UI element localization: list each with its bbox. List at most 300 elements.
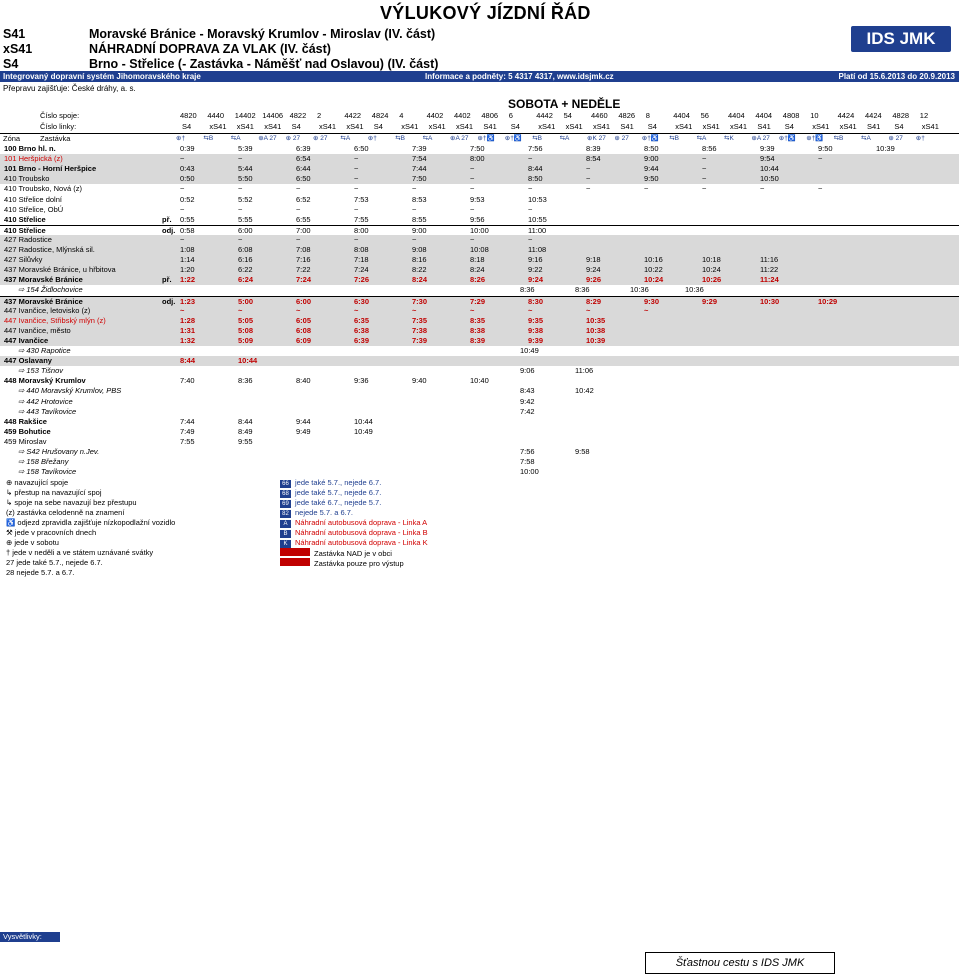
time-cell: 7:22	[296, 265, 311, 275]
time-cell: ~	[470, 164, 475, 174]
page-title: VÝLUKOVÝ JÍZDNÍ ŘÁD	[380, 3, 591, 23]
notes-row	[0, 133, 959, 143]
time-cell: ~	[412, 305, 417, 315]
time-cell: 7:38	[412, 325, 428, 335]
time-cell: ~	[470, 174, 475, 184]
time-cell: 7:50	[470, 144, 485, 153]
stop-name: 437 Moravské Bránice	[4, 275, 83, 285]
note-mark: ⇆A	[861, 135, 871, 142]
stop-name: ⇨ 440 Moravský Krumlov, PBS	[18, 386, 122, 396]
time-cell: ~	[354, 174, 359, 184]
note-mark: ⊕†	[367, 135, 377, 142]
stop-name: 101 Brno - Horní Heršpice	[4, 164, 97, 174]
time-cell: 10:42	[575, 386, 594, 396]
stop-name: 447 Ivančice, Střibský mlýn (z)	[4, 315, 106, 325]
note-mark: ⊕ 27	[313, 135, 328, 142]
time-cell: 8:50	[528, 174, 543, 184]
spoj-number: 4820	[180, 111, 197, 120]
linka-number: xS41	[319, 122, 337, 131]
time-cell: 11:22	[760, 265, 779, 275]
legend-text: Zastávka pouze pro výstup	[314, 559, 404, 568]
legend-text: jede také 5.7., nejede 6.7.	[295, 478, 382, 487]
time-cell: 9:53	[470, 194, 485, 204]
time-cell: 0:58	[180, 225, 195, 235]
time-cell: 8:29	[586, 296, 602, 306]
time-cell: ~	[354, 204, 359, 214]
stop-name: 437 Moravské Bránice, u hřbitova	[4, 265, 116, 275]
time-cell: ~	[702, 174, 707, 184]
table-row	[0, 245, 959, 255]
arr-dep-mark: odj.	[162, 225, 176, 235]
time-cell: 8:39	[470, 335, 486, 345]
time-cell: 6:50	[296, 174, 311, 184]
time-cell: 7:58	[520, 457, 535, 467]
stop-name: ⇨ 442 Hrotovice	[18, 396, 73, 406]
time-cell: ~	[702, 184, 707, 194]
note-mark: ⇆B	[669, 135, 679, 142]
note-mark: ⊕A 27	[450, 135, 469, 142]
time-cell: ~	[296, 204, 301, 214]
legend-item: ⊕ navazující spoje	[6, 478, 69, 487]
time-cell: 7:44	[180, 416, 195, 426]
legend-item	[280, 518, 427, 528]
time-cell: 7:26	[354, 275, 370, 285]
note-mark: ⊕A 27	[258, 135, 277, 142]
time-cell: ~	[702, 154, 707, 164]
legend-text: jede také 6.7., nejede 5.7.	[295, 498, 382, 507]
spoj-number: 4	[399, 111, 404, 120]
table-row	[0, 265, 959, 275]
spoj-number: 14402	[234, 111, 256, 120]
time-cell: 9:44	[644, 164, 659, 174]
time-cell: ~	[470, 204, 475, 214]
time-cell: 7:35	[412, 315, 428, 325]
linka-number: xS41	[921, 122, 939, 131]
time-cell: 9:24	[586, 265, 601, 275]
time-cell: 6:09	[296, 335, 312, 345]
time-cell: 6:52	[296, 194, 311, 204]
time-cell: 6:54	[296, 154, 311, 164]
time-cell: 10:49	[520, 346, 539, 355]
time-cell: 7:40	[180, 376, 195, 386]
time-cell: 10:24	[702, 265, 721, 275]
time-cell: ~	[354, 234, 359, 244]
table-row	[0, 225, 959, 235]
note-mark: ⇆A	[340, 135, 351, 142]
time-cell: ~	[296, 184, 301, 194]
linka-number: xS41	[730, 122, 748, 131]
stop-name: 459 Bohutice	[4, 426, 51, 436]
note-mark: ⇆A	[559, 135, 570, 142]
time-cell: 9:24	[528, 275, 544, 285]
time-cell: ~	[644, 305, 649, 315]
time-cell: 0:39	[180, 144, 195, 153]
legend-code: K	[280, 540, 291, 548]
time-cell: 9:22	[528, 265, 543, 275]
legend-text: Náhradní autobusová doprava - Linka K	[295, 538, 428, 547]
time-cell: ~	[354, 154, 359, 164]
legend	[0, 466, 959, 969]
time-cell: ~	[470, 305, 475, 315]
spoj-number: 4402	[426, 111, 444, 120]
time-cell: 7:42	[520, 406, 535, 416]
stop-name: 447 Ivančice, město	[4, 325, 71, 335]
stop-name: 447 Oslavany	[4, 356, 52, 366]
time-cell: 8:55	[412, 214, 427, 224]
time-cell: 10:16	[644, 255, 663, 265]
time-cell: ~	[818, 184, 823, 194]
stop-name: 410 Střelice	[4, 214, 46, 224]
time-cell: 8:24	[412, 275, 428, 285]
time-cell: 9:39	[528, 335, 544, 345]
time-cell: 9:29	[702, 296, 718, 306]
time-cell: ~	[354, 305, 359, 315]
spoj-number: 4808	[782, 111, 800, 120]
table-row	[0, 255, 959, 265]
time-cell: 9:36	[354, 376, 369, 386]
time-cell: 8:18	[470, 255, 485, 265]
legend-item: ⊕ jede v sobotu	[6, 538, 59, 547]
line-row: S4 Brno - Střelice (- Zastávka - Náměšť nad Oslavou) (IV. část)	[3, 57, 439, 71]
table-row	[0, 164, 959, 174]
time-cell: 7:55	[354, 214, 369, 224]
time-cell: 6:38	[354, 325, 370, 335]
stop-name: ⇨ 153 Tišnov	[18, 366, 63, 376]
time-cell: 8:22	[412, 265, 427, 275]
spoj-row	[0, 111, 959, 121]
linka-number: xS41	[593, 122, 611, 131]
time-cell: 1:20	[180, 265, 195, 275]
time-cell: 9:58	[575, 447, 590, 456]
stop-name: 447 Ivančice	[4, 335, 49, 345]
legend-item	[280, 508, 353, 518]
time-cell: 5:52	[238, 194, 253, 204]
linka-number: S4	[647, 122, 657, 131]
time-cell: 6:08	[238, 245, 253, 254]
time-cell: 9:26	[586, 275, 602, 285]
time-cell: 7:49	[180, 426, 195, 436]
time-cell: 8:35	[470, 315, 486, 325]
time-cell: 7:56	[528, 144, 543, 153]
legend-text: Náhradní autobusová doprava - Linka A	[295, 518, 428, 527]
time-cell: ~	[528, 154, 533, 164]
note-mark: ⇆B	[532, 135, 542, 142]
zona-label: Zóna	[3, 134, 21, 143]
linka-number: S4	[291, 122, 301, 131]
time-cell: 5:55	[238, 214, 253, 224]
time-cell: 10:29	[818, 296, 838, 306]
spoj-number: 4404	[755, 111, 773, 120]
spoj-number: 4424	[837, 111, 855, 120]
note-mark: ⊕†♿	[477, 135, 495, 142]
linka-number: xS41	[812, 122, 830, 131]
table-row	[0, 336, 959, 346]
time-cell: ~	[470, 234, 475, 244]
time-cell: 10:18	[702, 255, 721, 265]
time-cell: 9:50	[818, 144, 833, 153]
time-cell: 9:50	[644, 174, 659, 184]
linka-number: xS41	[456, 122, 474, 131]
note-mark: ⇆A	[696, 135, 707, 142]
time-cell: 9:55	[238, 436, 253, 446]
time-cell: 10:44	[760, 164, 779, 174]
time-cell: 5:00	[238, 296, 254, 306]
time-cell: 6:50	[354, 144, 369, 153]
time-cell: 6:16	[238, 255, 253, 265]
table-row	[0, 154, 959, 164]
time-cell: 7:39	[412, 144, 427, 153]
spoj-label: Číslo spoje:	[40, 111, 80, 120]
spoj-number: 4824	[371, 111, 389, 120]
time-cell: ~	[528, 184, 533, 194]
table-row	[0, 407, 959, 417]
legend-text: Zastávka NAD je v obci	[314, 549, 392, 558]
time-cell: ~	[412, 234, 417, 244]
stop-name: ⇨ 158 Tavíkovice	[18, 467, 77, 477]
time-cell: 9:54	[760, 154, 775, 164]
time-cell: 10:26	[702, 275, 722, 285]
stop-name: 100 Brno hl. n.	[4, 144, 56, 153]
note-mark: ⊕†♿	[504, 135, 522, 142]
spoj-number: 4404	[728, 111, 745, 120]
legend-text: nejede 5.7. a 6.7.	[295, 508, 353, 517]
wish-box: Šťastnou cestu s IDS JMK	[645, 952, 835, 974]
time-cell: 9:38	[528, 325, 544, 335]
time-cell: 5:09	[238, 335, 254, 345]
time-cell: ~	[238, 234, 243, 244]
time-cell: 1:28	[180, 315, 196, 325]
time-cell: ~	[180, 184, 185, 194]
linka-number: xS41	[428, 122, 446, 131]
legend-item	[280, 538, 428, 548]
stop-name: ⇨ 443 Tavíkovice	[18, 406, 77, 416]
spoj-number: 6	[508, 111, 513, 120]
time-cell: 9:18	[586, 255, 601, 265]
table-row	[0, 326, 959, 336]
time-cell: 6:24	[238, 275, 254, 285]
note-mark: ⇆B	[395, 135, 405, 142]
time-cell: 5:50	[238, 174, 253, 184]
time-cell: 6:00	[238, 225, 253, 235]
time-cell: 1:08	[180, 245, 195, 254]
time-cell: 7:44	[412, 164, 427, 174]
time-cell: 8:24	[470, 265, 485, 275]
spoj-number: 4460	[591, 111, 608, 120]
stop-name: ⇨ 430 Rapotice	[18, 346, 71, 355]
time-cell: 10:22	[644, 265, 663, 275]
table-row	[0, 306, 959, 316]
table-row	[0, 316, 959, 326]
linka-number: xS41	[264, 122, 282, 131]
time-cell: ~	[528, 234, 533, 244]
time-cell: 11:16	[760, 255, 779, 265]
note-mark: ⇆B	[833, 135, 844, 142]
time-cell: ~	[412, 184, 417, 194]
time-cell: 10:55	[528, 214, 547, 224]
linka-number: xS41	[702, 122, 720, 131]
time-cell: 7:39	[412, 335, 428, 345]
time-cell: 7:56	[520, 447, 535, 456]
time-cell: ~	[354, 184, 359, 194]
time-cell: 8:00	[470, 154, 485, 164]
linka-label: Číslo linky:	[40, 122, 77, 131]
time-cell: ~	[586, 305, 591, 315]
legend-text: Náhradní autobusová doprava - Linka B	[295, 528, 428, 537]
time-cell: 7:50	[412, 174, 427, 184]
time-cell: 0:55	[180, 214, 195, 224]
time-cell: 8:16	[412, 255, 427, 265]
time-cell: 8:36	[238, 376, 253, 386]
note-mark: ⊕ 27	[888, 135, 903, 142]
time-cell: 6:22	[238, 265, 253, 275]
time-cell: ~	[354, 164, 359, 174]
time-cell: 9:30	[644, 296, 660, 306]
linka-number: S41	[483, 122, 497, 131]
legend-code: 68	[280, 490, 291, 498]
legend-item: ⚒ jede v pracovních dnech	[6, 528, 97, 537]
legend-item	[280, 498, 381, 508]
table-row	[0, 195, 959, 205]
table-row	[0, 184, 959, 194]
stop-name: 448 Moravský Krumlov	[4, 376, 86, 386]
header	[0, 0, 959, 96]
time-cell: 5:05	[238, 315, 254, 325]
time-cell: 7:24	[296, 275, 312, 285]
time-cell: 8:56	[702, 144, 717, 153]
time-cell: 11:00	[528, 225, 547, 235]
stop-name: 410 Střelice, ObÚ	[4, 204, 64, 214]
time-cell: ~	[180, 154, 185, 164]
note-mark: ⇆A	[422, 135, 433, 142]
note-mark: ⊕†	[176, 135, 186, 142]
time-cell: ~	[586, 164, 591, 174]
legend-item: ↳ přestup na navazující spoj	[6, 488, 102, 497]
time-cell: ~	[760, 184, 765, 194]
linka-number: xS41	[538, 122, 556, 131]
time-cell: ~	[470, 184, 475, 194]
linka-number: S41	[757, 122, 771, 131]
stop-name: 427 Radostice, Mlýnská sil.	[4, 245, 95, 254]
linka-number: S4	[373, 122, 383, 131]
note-mark: ⇆K	[724, 135, 734, 142]
time-cell: 8:44	[528, 164, 543, 174]
time-cell: 9:39	[760, 144, 775, 153]
table-row	[0, 346, 959, 356]
stop-name: 459 Miroslav	[4, 436, 47, 446]
time-cell: 11:08	[528, 245, 547, 254]
time-cell: 9:08	[412, 245, 427, 254]
note-mark: ⇆A	[230, 135, 241, 142]
time-cell: 10:00	[520, 467, 539, 477]
time-cell: ~	[238, 184, 243, 194]
note-mark: ⊕†♿	[806, 135, 824, 142]
time-cell: 7:30	[412, 296, 428, 306]
arr-dep-mark: odj.	[162, 296, 176, 306]
time-cell: 7:16	[296, 255, 311, 265]
time-cell: 6:05	[296, 315, 312, 325]
time-cell: 10:36	[630, 285, 649, 295]
time-cell: 8:49	[238, 426, 253, 436]
time-cell: 0:43	[180, 164, 195, 174]
arr-dep-mark: př.	[162, 214, 172, 224]
linka-number: S4	[510, 122, 520, 131]
time-cell: 5:44	[238, 164, 253, 174]
spoj-number: 4826	[618, 111, 636, 120]
time-cell: 8:08	[354, 245, 369, 254]
legend-item: ♿ odjezd zpravidla zajišťuje nízkopodlažní vozidlo	[6, 518, 176, 527]
time-cell: 10:39	[586, 335, 606, 345]
note-mark: ⇆B	[203, 135, 214, 142]
legend-code: B	[280, 530, 291, 538]
time-cell: ~	[180, 305, 185, 315]
time-cell: 7:55	[180, 436, 195, 446]
time-cell: 1:23	[180, 296, 196, 306]
line-row: S41 Moravské Bránice - Moravský Krumlov - Miroslav (IV. část)	[3, 27, 436, 41]
day-title: SOBOTA + NEDĚLE	[508, 97, 621, 111]
time-cell: 7:54	[412, 154, 427, 164]
time-cell: 8:54	[586, 154, 601, 164]
spoj-number: 56	[700, 111, 709, 120]
time-cell: 8:50	[644, 144, 659, 153]
time-cell: 6:00	[296, 296, 312, 306]
table-row	[0, 144, 959, 154]
time-cell: ~	[818, 154, 823, 164]
time-cell: 8:38	[470, 325, 486, 335]
linka-number: S4	[182, 122, 192, 131]
linka-number: xS41	[839, 122, 857, 131]
time-cell: 8:26	[470, 275, 486, 285]
time-cell: 6:55	[296, 214, 311, 224]
linka-number: xS41	[346, 122, 364, 131]
linka-number: xS41	[236, 122, 254, 131]
linka-number: xS41	[675, 122, 693, 131]
time-cell: ~	[644, 184, 649, 194]
time-cell: 11:24	[760, 275, 779, 285]
linka-number: S41	[620, 122, 634, 131]
table-row	[0, 356, 959, 366]
time-cell: 6:39	[354, 335, 370, 345]
time-cell: 8:53	[412, 194, 427, 204]
zastavka-label: Zastávka	[40, 134, 71, 143]
time-cell: ~	[238, 204, 243, 214]
time-cell: 8:40	[296, 376, 311, 386]
stop-name: 101 Heršpická (z)	[4, 154, 63, 164]
table-row	[0, 417, 959, 427]
linka-number: xS41	[565, 122, 583, 131]
time-cell: 6:08	[296, 325, 312, 335]
time-cell: ~	[586, 184, 591, 194]
legend-item: ↳ spoje na sebe navazují bez přestupu	[6, 498, 137, 507]
legend-code: A	[280, 520, 291, 528]
linka-number: S4	[784, 122, 794, 131]
linka-number: xS41	[209, 122, 227, 131]
spoj-number: 2	[317, 111, 322, 120]
ids-jmk-logo: IDS JMK	[851, 26, 951, 52]
time-cell: 9:49	[296, 426, 311, 436]
note-mark: ⊕†♿	[778, 135, 796, 142]
linka-number: S4	[894, 122, 904, 131]
table-row	[0, 447, 959, 457]
time-cell: ~	[412, 204, 417, 214]
time-cell: ~	[296, 305, 301, 315]
time-cell: 7:18	[354, 255, 369, 265]
spoj-number: 14406	[262, 111, 284, 120]
time-cell: 9:40	[412, 376, 427, 386]
info-bar: Integrovaný dopravní systém Jihomoravského kraje Informace a podněty: 5 4317 4317, www.idsjmk.cz Platí od 15.6.2013 do 20.9.2013	[0, 71, 959, 82]
time-cell: 10:49	[354, 426, 373, 436]
legend-item	[280, 478, 381, 488]
time-cell: ~	[238, 154, 243, 164]
